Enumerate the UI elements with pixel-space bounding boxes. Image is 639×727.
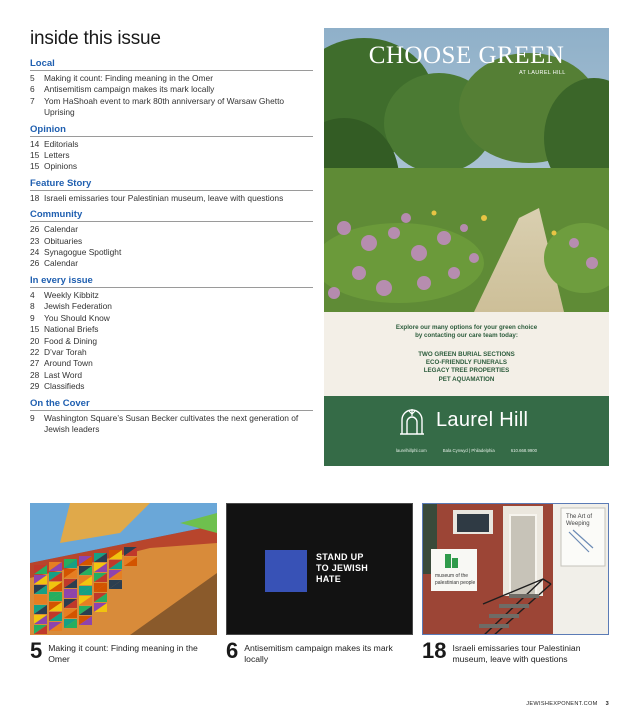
toc-entry-title: Jewish Federation	[44, 301, 112, 312]
toc-entry-title: Classifieds	[44, 381, 85, 392]
toc-page-number: 22	[30, 346, 40, 357]
toc-section	[30, 58, 313, 119]
toc-entry[interactable]	[30, 324, 313, 335]
footer-site[interactable]: JEWISHEXPONENT.COM	[526, 701, 598, 707]
blue-square-logo	[265, 550, 307, 592]
toc-page-number: 29	[30, 381, 40, 392]
toc-entry[interactable]	[30, 413, 313, 436]
toc-entry[interactable]	[30, 139, 313, 150]
ad-offering: TWO GREEN BURIAL SECTIONS	[418, 351, 515, 358]
meadow-photo	[324, 28, 609, 312]
toc-entry[interactable]	[30, 336, 313, 347]
ad-subhead: AT LAUREL HILL	[519, 70, 566, 76]
toc-section-heading: Feature Story	[30, 178, 313, 191]
ad-intro-line: Explore our many options for your green choice	[395, 324, 538, 331]
toc-page-number: 26	[30, 258, 40, 269]
toc-page-number: 15	[30, 324, 40, 335]
ad-brand-name: Laurel Hill	[436, 409, 529, 431]
toc-entry-title: Calendar	[44, 224, 78, 235]
toc-entry[interactable]	[30, 150, 313, 161]
toc-entry-title: Israeli emissaries tour Palestinian museum, leave with questions	[44, 192, 284, 203]
museum-sign-line: palestinian people	[435, 580, 476, 586]
ad-intro	[324, 324, 609, 340]
graphic-line: STAND UP	[316, 552, 364, 562]
stand-up-graphic-text	[316, 552, 368, 585]
toc-page-number: 15	[30, 150, 40, 161]
toc-page-number: 23	[30, 235, 40, 246]
feature-caption-text: Israeli emissaries tour Palestinian museum, leave with questions	[452, 643, 581, 665]
toc-entry[interactable]	[30, 73, 313, 84]
ad-brand-bar	[324, 396, 609, 466]
toc-page-number: 24	[30, 247, 40, 258]
poster-line: Weeping	[566, 521, 590, 527]
laurel-hill-logo-icon	[398, 406, 426, 436]
toc-section-heading: Local	[30, 58, 313, 71]
feature-caption-text: Making it count: Finding meaning in the Omer	[48, 643, 198, 665]
feature-caption[interactable]	[422, 640, 612, 665]
page-number: 3	[605, 701, 609, 707]
toc-entry-title: D’var Torah	[44, 346, 87, 357]
toc-section-heading: Opinion	[30, 124, 313, 137]
toc-entry[interactable]	[30, 370, 313, 381]
ad-offering: ECO-FRIENDLY FUNERALS	[425, 359, 508, 367]
toc-page-number: 28	[30, 369, 40, 380]
toc-entry-title: Food & Dining	[44, 335, 98, 346]
toc-section-heading: Community	[30, 209, 313, 222]
mosaic-graphic	[30, 503, 217, 635]
toc-section	[30, 209, 313, 270]
toc-section	[30, 178, 313, 204]
toc-page-number: 9	[30, 312, 35, 323]
toc-entry[interactable]	[30, 301, 313, 312]
toc-entry-title: Making it count: Finding meaning in the Omer	[44, 73, 213, 83]
toc-entry[interactable]	[30, 236, 313, 247]
toc-entry-title: Washington Square’s Susan Becker cultivates the next generation of Jewish leaders	[44, 412, 299, 434]
ad-offering: PET AQUAMATION	[438, 375, 495, 383]
toc-page-number: 8	[30, 301, 35, 312]
toc-entry-title: National Briefs	[44, 324, 99, 335]
toc-entry[interactable]	[30, 161, 313, 172]
ad-phone: 610.668.9900	[510, 448, 538, 453]
toc-entry-title: Last Word	[44, 369, 83, 380]
toc-entry-title: Letters	[44, 150, 70, 161]
omer-mosaic-image[interactable]	[30, 503, 217, 635]
toc-page-number: 6	[30, 84, 35, 95]
graphic-line: TO JEWISH	[316, 563, 369, 573]
feature-page-number: 6	[226, 638, 239, 663]
feature-caption[interactable]	[226, 640, 416, 665]
toc-entry-title: Editorials	[44, 138, 79, 149]
toc-entry[interactable]	[30, 381, 313, 392]
toc-entry[interactable]	[30, 193, 313, 204]
toc-page-number: 18	[30, 192, 40, 203]
museum-sign-line: museum of the	[435, 573, 469, 579]
graphic-line: HATE	[316, 574, 342, 584]
toc-page-number: 14	[30, 138, 40, 149]
poster-line: The Art of	[566, 514, 593, 520]
toc-section-heading: In every issue	[30, 275, 313, 288]
museum-building-graphic	[423, 504, 609, 635]
toc-entry-title: Opinions	[44, 161, 78, 172]
toc-section	[30, 124, 313, 173]
table-of-contents	[30, 58, 313, 440]
laurel-hill-advertisement[interactable]	[324, 28, 609, 466]
ad-contact-line	[324, 448, 609, 453]
toc-page-number: 9	[30, 412, 35, 423]
toc-entry-title: Yom HaShoah event to mark 80th anniversary of Warsaw Ghetto Uprising	[44, 95, 285, 118]
toc-entry-title: Weekly Kibbitz	[44, 289, 99, 300]
page-title: inside this issue	[30, 28, 161, 49]
toc-entry-title: Synagogue Spotlight	[44, 247, 122, 258]
toc-page-number: 5	[30, 73, 35, 83]
toc-entry[interactable]	[30, 247, 313, 258]
ad-location: Bala Cynwyd | Philadelphia	[442, 448, 495, 453]
ad-website[interactable]: laurelhillphl.com	[395, 448, 427, 453]
feature-page-number: 5	[30, 638, 43, 663]
page-footer	[526, 701, 609, 707]
ad-intro-line: by contacting our care team today:	[415, 332, 518, 339]
toc-page-number: 15	[30, 161, 40, 172]
toc-entry-title: Obituaries	[44, 235, 83, 246]
toc-entry-title: Around Town	[44, 358, 93, 369]
toc-entry-title: Antisemitism campaign makes its mark locally	[44, 84, 215, 95]
palestinian-museum-image[interactable]	[422, 503, 609, 635]
ad-offerings	[324, 351, 609, 384]
toc-section-heading: On the Cover	[30, 398, 313, 411]
toc-page-number: 20	[30, 335, 40, 346]
toc-entry[interactable]	[30, 347, 313, 358]
toc-page-number: 26	[30, 224, 40, 235]
feature-caption-text: Antisemitism campaign makes its mark locally	[244, 643, 393, 665]
toc-entry[interactable]	[30, 96, 313, 119]
toc-entry[interactable]	[30, 290, 313, 301]
toc-page-number: 7	[30, 95, 35, 106]
toc-entry[interactable]	[30, 84, 313, 95]
stand-up-hate-image[interactable]	[226, 503, 413, 635]
ad-offering: LEGACY TREE PROPERTIES	[423, 367, 510, 375]
toc-page-number: 27	[30, 358, 40, 369]
toc-section	[30, 275, 313, 393]
toc-entry[interactable]	[30, 224, 313, 235]
ad-headline: CHOOSE GREEN	[368, 42, 565, 69]
toc-page-number: 4	[30, 289, 35, 300]
toc-entry-title: You Should Know	[44, 312, 110, 323]
feature-caption[interactable]	[30, 640, 220, 665]
toc-entry-title: Calendar	[44, 258, 78, 269]
feature-page-number: 18	[422, 638, 447, 663]
toc-entry[interactable]	[30, 313, 313, 324]
toc-section	[30, 398, 313, 436]
toc-entry[interactable]	[30, 258, 313, 269]
toc-entry[interactable]	[30, 358, 313, 369]
